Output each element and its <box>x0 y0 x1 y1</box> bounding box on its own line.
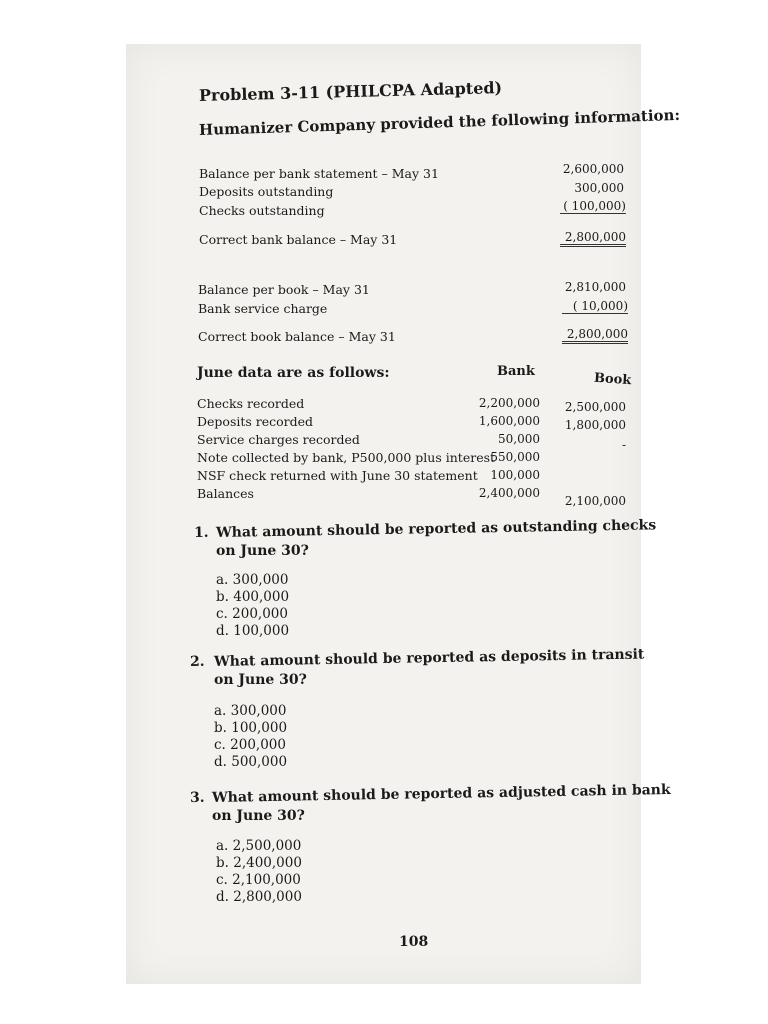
choice-value: 2,500,000 <box>232 838 302 854</box>
bank-recon-amount: ( 100,000) <box>560 199 626 214</box>
column-header-bank: Bank <box>497 364 535 379</box>
june-row-bank: 2,400,000 <box>478 486 540 500</box>
june-row-label: Checks recorded <box>197 396 305 411</box>
june-row-bank: 550,000 <box>490 450 540 464</box>
book-recon-label: Balance per book – May 31 <box>198 282 370 297</box>
question-text: What amount should be reported as outstanding checks <box>215 517 657 541</box>
problem-title: Problem 3-11 (PHILCPA Adapted) <box>198 78 503 105</box>
choice-letter: a. <box>216 572 229 588</box>
question-text: What amount should be reported as deposits in transit <box>213 646 645 670</box>
choice-value: 300,000 <box>230 703 287 719</box>
june-row-book: 2,500,000 <box>564 400 626 414</box>
book-recon-total-label: Correct book balance – May 31 <box>198 329 396 344</box>
book-recon-amount: 2,810,000 <box>564 280 626 294</box>
june-row-bank: 50,000 <box>498 432 540 446</box>
bank-recon-label: Checks outstanding <box>199 203 325 218</box>
choice-value: 100,000 <box>233 623 290 639</box>
june-row-bank: 100,000 <box>490 468 540 482</box>
choice-letter: c. <box>216 872 228 888</box>
choice-letter: b. <box>216 589 229 605</box>
june-row-bank: 1,600,000 <box>478 414 540 428</box>
book-recon-total-amount: 2,800,000 <box>562 327 628 344</box>
question-number: 1. <box>193 524 209 541</box>
page-number: 108 <box>399 934 429 950</box>
question-number: 2. <box>189 653 205 670</box>
choice-letter: a. <box>214 703 227 719</box>
choice-value: 400,000 <box>233 589 290 605</box>
bank-recon-total-amount: 2,800,000 <box>560 230 626 247</box>
choice-value: 200,000 <box>232 606 288 622</box>
bank-recon-amount: 2,600,000 <box>562 162 624 176</box>
choice-letter: c. <box>216 606 228 622</box>
question-text: on June 30? <box>214 672 307 688</box>
june-row-label: Service charges recorded <box>197 432 360 447</box>
question-number: 3. <box>189 789 205 806</box>
choice-letter: d. <box>216 623 229 639</box>
choice-letter: c. <box>214 737 226 753</box>
june-row-label: Balances <box>197 486 254 501</box>
choice-value: 2,800,000 <box>233 889 302 905</box>
choice-letter: b. <box>216 855 229 871</box>
bank-recon-label: Balance per bank statement – May 31 <box>199 166 439 181</box>
june-row-label: Note collected by bank, P500,000 plus interest <box>197 450 496 465</box>
june-row-label: Deposits recorded <box>197 414 314 429</box>
june-row-book: 2,100,000 <box>564 494 626 508</box>
problem-intro: Humanizer Company provided the following information: <box>198 105 681 139</box>
bank-recon-amount: 300,000 <box>574 181 624 195</box>
june-row-book: - <box>621 438 626 452</box>
choice-value: 2,100,000 <box>232 872 301 888</box>
choice-letter: a. <box>216 838 229 854</box>
question-text: on June 30? <box>212 808 305 824</box>
bank-recon-total-label: Correct bank balance – May 31 <box>199 232 398 247</box>
june-row-book: 1,800,000 <box>564 418 626 432</box>
book-recon-amount: ( 10,000) <box>562 299 628 314</box>
choice-letter: d. <box>216 889 229 905</box>
question-text: What amount should be reported as adjusted cash in bank <box>211 781 671 806</box>
book-recon-label: Bank service charge <box>198 301 328 316</box>
choice-value: 100,000 <box>231 720 288 736</box>
choice-value: 300,000 <box>232 572 289 588</box>
choice-value: 500,000 <box>231 754 288 770</box>
june-data-heading: June data are as follows: <box>197 365 390 381</box>
question-text: on June 30? <box>216 543 309 559</box>
choice-value: 2,400,000 <box>233 855 302 871</box>
column-header-book: Book <box>593 370 632 389</box>
june-row-bank: 2,200,000 <box>478 396 540 410</box>
choice-value: 200,000 <box>230 737 286 753</box>
bank-recon-label: Deposits outstanding <box>199 184 334 199</box>
choice-letter: b. <box>214 720 227 736</box>
choice-letter: d. <box>214 754 227 770</box>
june-row-label: NSF check returned with June 30 statement <box>197 468 478 483</box>
